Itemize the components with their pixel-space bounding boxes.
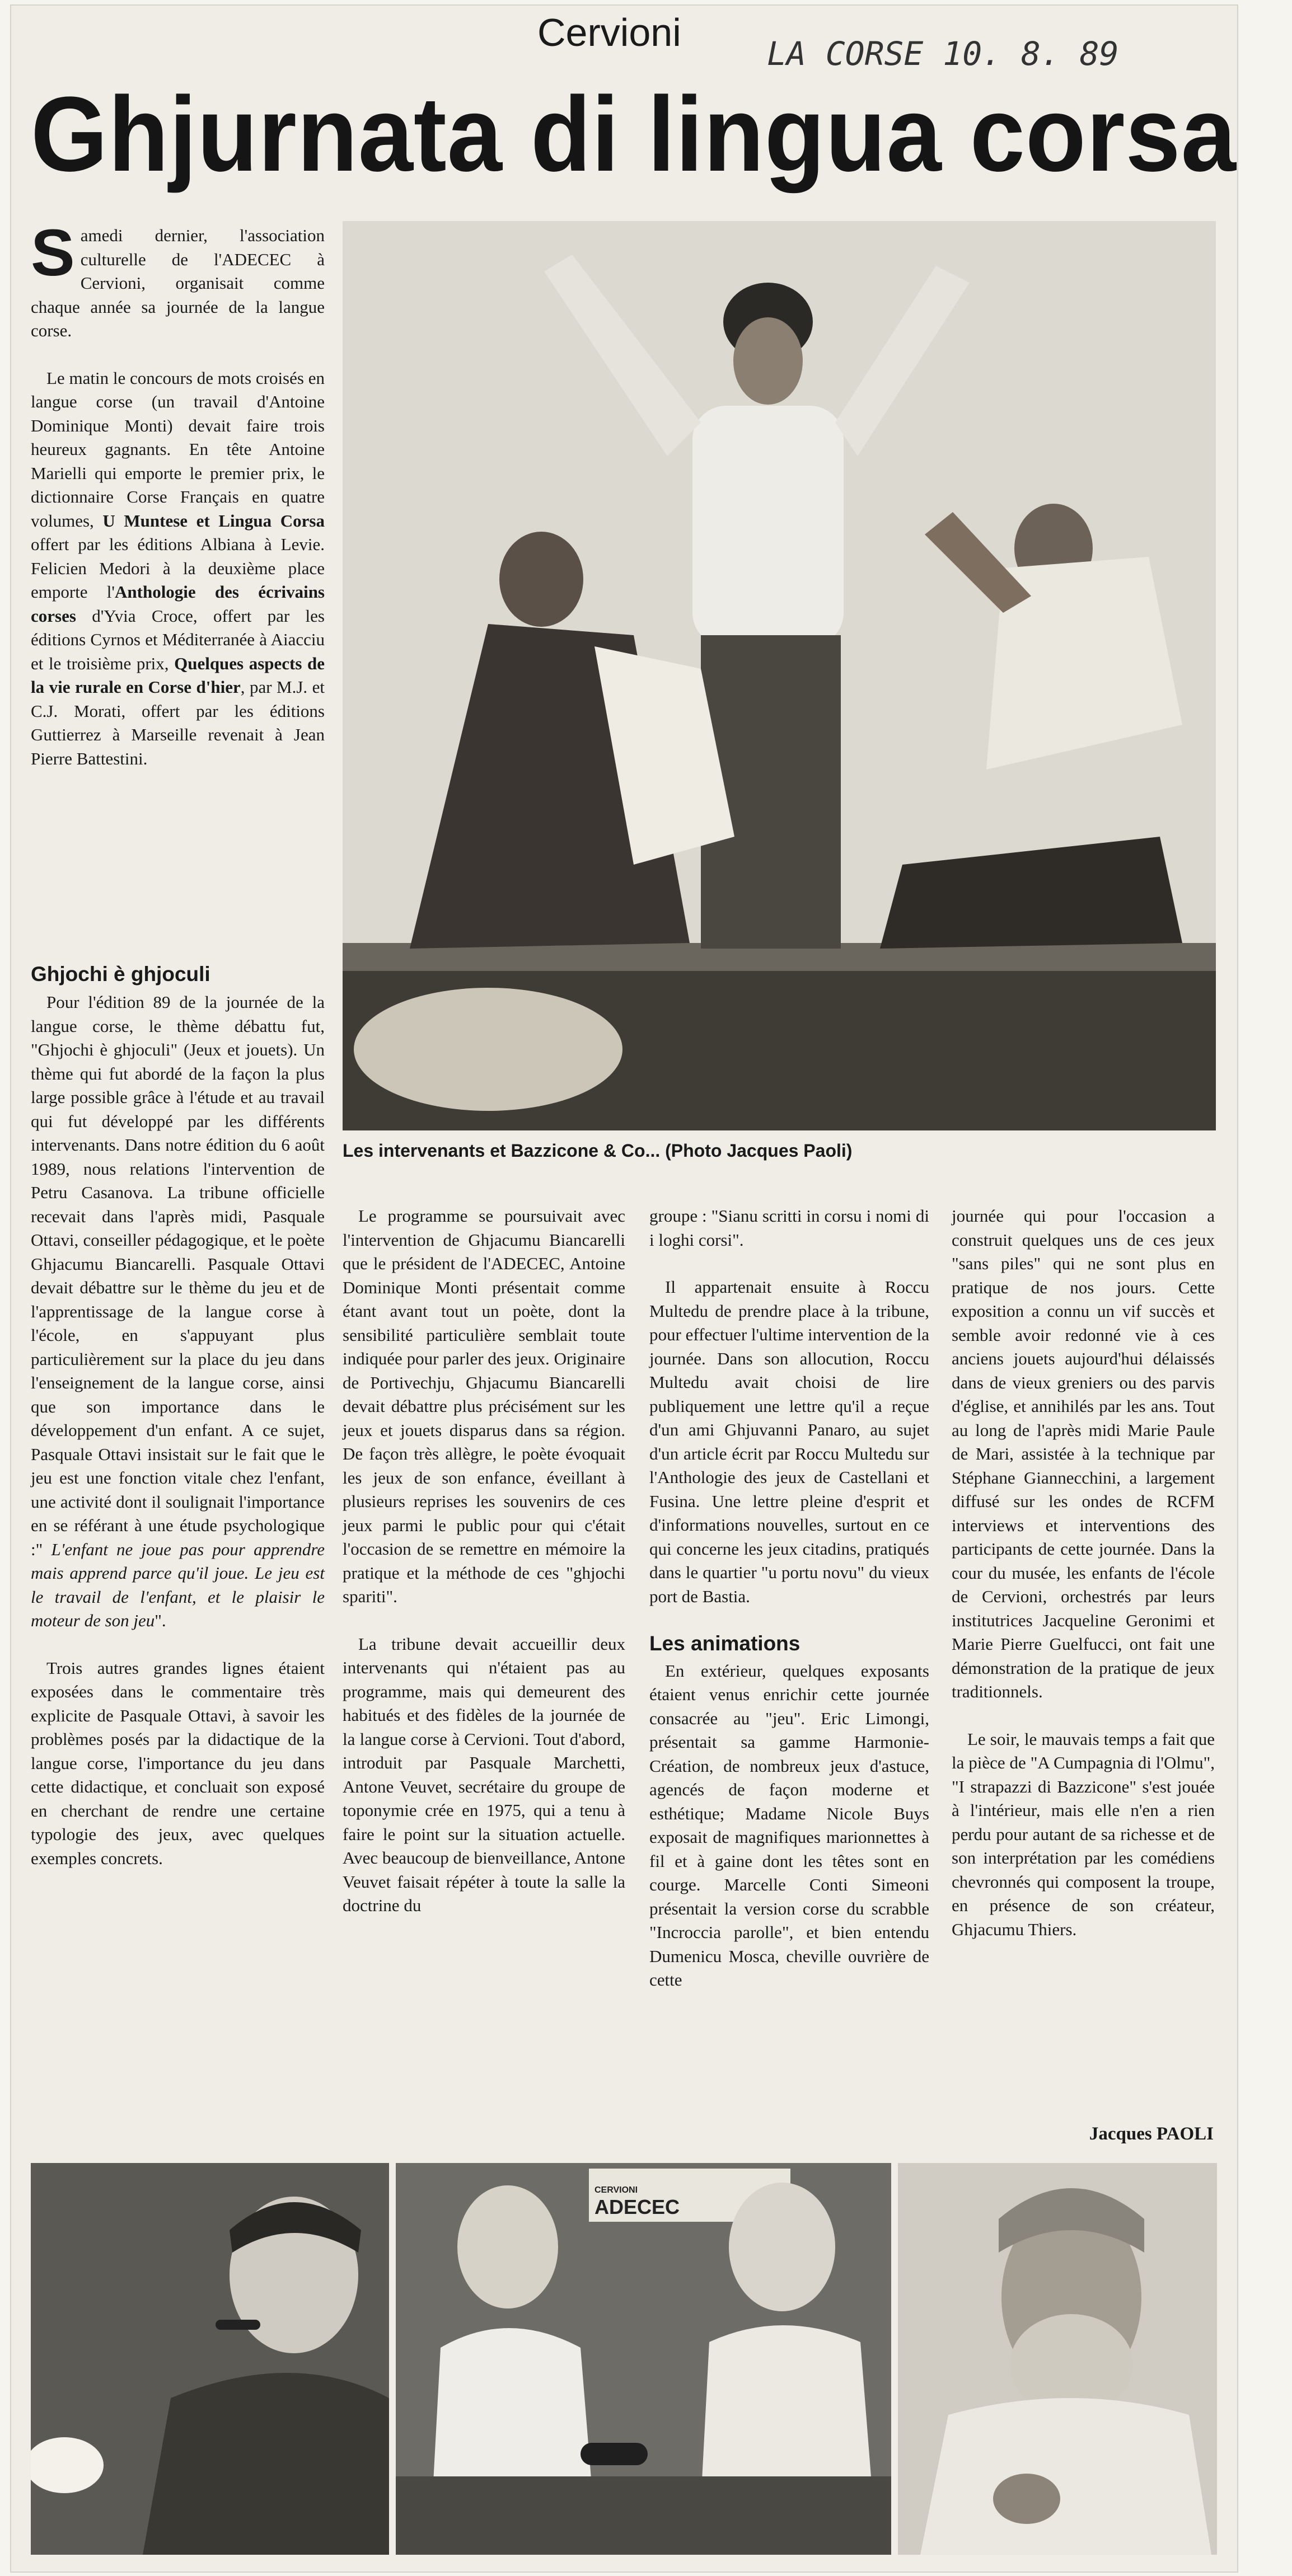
- groupe-paragraph: groupe : "Sianu scritti in corsu i nomi di i loghi corsi".: [649, 1206, 929, 1250]
- column-1-top: [31, 216, 325, 794]
- main-photo: [343, 221, 1216, 1130]
- drop-cap: S: [31, 216, 75, 290]
- section-heading-jeux: Ghjochi è ghjoculi: [31, 963, 210, 986]
- typology-paragraph: Trois autres grandes lignes étaient exposées dans le commentaire très explicite de Pasquale Ottavi, à savoir les problèmes posés par la didactique de la langue corse, l'importance du jeu dans cette didactique, et concluait son exposé en cherchant de rendre une certaine typologie des jeux, avec quelques exemples concrets.: [31, 1658, 325, 1868]
- contest-paragraph: Le matin le concours de mots croisés en langue corse (un travail d'Antoine Dominique Monti) devait faire trois heureux gagnants. En tête Antoine Marielli qui emporte le premier prix, le dictionnaire Corse Français en quatre volumes, U Muntese et Lingua Corsa offert par les éditions Albiana à Levie. Felicien Medori à la deuxième place emporte l'Anthologie des écrivains corses d'Yvia Croce, offert par les éditions Cyrnos et Méditerranée à Aiacciu et le troisième prix, Quelques aspects de la vie rurale en Corse d'hier, par M.J. et C.J. Morati, offert par les éditions Guttierrez à Marseille revenait à Jean Pierre Battestini.: [31, 368, 325, 768]
- biancarelli-paragraph: Le programme se poursuivait avec l'intervention de Ghjacumu Biancarelli que le président de l'ADECEC, Antoine Dominique Monti présentait comme étant avant tout un poète, dont la sensibilité particulière semblait toute indiquée pour parler des jeux. Originaire de Portivechju, Ghjacumu Biancarelli devait débattre plus précisément sur les jeux et jouets disparus dans sa région. De façon très allègre, le poète évoquait les jeux de son enfance, éveillant à plusieurs reprises les souvenirs de ces jeux parmi le public pour qui c'était l'occasion de se remettre en mémoire la pratique et la méthode de ces "ghjochi spariti".: [343, 1206, 625, 1606]
- column-2: [343, 1204, 625, 1941]
- theme-paragraph: Pour l'édition 89 de la journée de la langue corse, le thème débattu fut, "Ghjochi è ghjoculi" (Jeux et jouets). Un thème qui fut abordé de la façon la plus large possible grâce à l'étude et au travail qui fut développé par les différents intervenants. Dans notre édition du 6 août 1989, nous relations l'intervention de Petru Casanova. La tribune officielle recevait dans l'après midi, Pasquale Ottavi, conseiller pédagogique, et le poète Ghjacumu Biancarelli. Pasquale Ottavi devait débattre sur le thème du jeu et de l'apprentissage de la langue corse à l'école, en s'appuyant plus particulièrement sur la place du jeu dans l'enseignement de la langue corse, ainsi que son importance dans le développement d'un enfant. A ce sujet, Pasquale Ottavi insistait sur le fait que le jeu est une fonction vitale chez l'enfant, une activité dont il soulignait l'importance en se référant à une étude psychologique :" L'enfant ne joue pas pour apprendre mais apprend parce qu'il joue. Le jeu est le travail de l'enfant, et le plaisir le moteur de son jeu".: [31, 992, 325, 1630]
- section-label: Cervioni: [537, 11, 681, 54]
- tribune-paragraph: La tribune devait accueillir deux intervenants qui n'étaient pas au programme, mais qui demeurent des habitués et des fidèles de la journée de la langue corse à Cervioni. Tout d'abord, introduit par Pasquale Marchetti, Antone Veuvet, secrétaire du groupe de toponymie crée en 1975, qui a tenu à faire le point sur la situation actuelle. Avec beaucoup de bienveillance, Antone Veuvet faisait répéter à toute la salle la doctrine du: [343, 1634, 625, 1915]
- exposants-paragraph: En extérieur, quelques exposants étaient venus enrichir cette journée consacrée au "jeu". Eric Limongi, présentait sa gamme Harmonie-Création, de nombreux jeux d'astuce, agencés de façon moderne et esthétique; Madame Nicole Buys exposait de magnifiques marionnettes à fil et à gaine dont les têtes sont en courge. Marcelle Conti Simeoni présentait la version corse du scrabble "Incroccia parolle", et bien entendu Dumenicu Mosca, cheville ouvrière de cette: [649, 1660, 929, 1990]
- handwritten-date: LA CORSE 10. 8. 89: [767, 35, 1119, 73]
- bottom-photo-1: [31, 2163, 389, 2555]
- column-4: [952, 1204, 1215, 1965]
- adecec-banner: CERVIONI ADECEC: [594, 2185, 680, 2218]
- headline: Ghjurnata di lingua corsa: [31, 75, 1237, 194]
- exposition-paragraph: journée qui pour l'occasion a construit quelques uns de ces jeux "sans piles" qui ne sont plus en pratique de nos jours. Cette exposition a connu un vif succès et semble avoir redonné vie à ces anciens jouets aujourd'hui délaissés dans de vieux greniers ou des parvis d'église, et annihilés par les ans. Tout au long de l'après midi Marie Paule de Mari, assistée à la technique par Stéphane Giannecchini, a largement diffusé sur les ondes de RCFM interviews et interventions des participants de cette journée. Dans la cour du musée, les enfants de l'école de Cervioni, orchestrés par leurs institutrices Jacqueline Geronimi et Marie Pierre Guelfucci, ont fait une démonstration de la pratique de jeux traditionnels.: [952, 1206, 1215, 1701]
- column-1-bottom: [31, 991, 325, 1894]
- bottom-photo-3: [898, 2163, 1217, 2555]
- photo-caption: Les intervenants et Bazzicone & Co... (Photo Jacques Paoli): [343, 1141, 853, 1161]
- author-signature: Jacques PAOLI: [1089, 2124, 1214, 2144]
- intro-paragraph: Samedi dernier, l'association culturelle de l'ADECEC à Cervioni, organisait comme chaque année sa journée de la langue corse.: [31, 216, 325, 340]
- column-3: [649, 1204, 929, 2016]
- bottom-photo-2: [396, 2163, 891, 2555]
- soir-paragraph: Le soir, le mauvais temps a fait que la pièce de "A Cumpagnia di l'Olmu", "I strapazzi di Bazzicone" s'est jouée à l'intérieur, mais elle n'en a rien perdu pour autant de sa richesse et de son interprétation par les comédiens chevronnés qui composent la troupe, en présence de son créateur, Ghjacumu Thiers.: [952, 1729, 1215, 1939]
- multedu-paragraph: Il appartenait ensuite à Roccu Multedu de prendre place à la tribune, pour effectuer l'ultime intervention de la journée. Dans son allocution, Roccu Multedu avait choisi de lire publiquement une lettre qu'il a reçue d'un ami Ghjuvanni Panaro, au sujet d'un article écrit par Roccu Multedu sur l'Anthologie des jeux de Castellani et Fusina. Une lettre pleine d'esprit et d'informations nouvelles, surtout en ce qui concerne les jeux citadins, pratiqués dans le quartier "u portu novu" du vieux port de Bastia.: [649, 1277, 929, 1606]
- section-heading-animations: Les animations: [649, 1632, 801, 1655]
